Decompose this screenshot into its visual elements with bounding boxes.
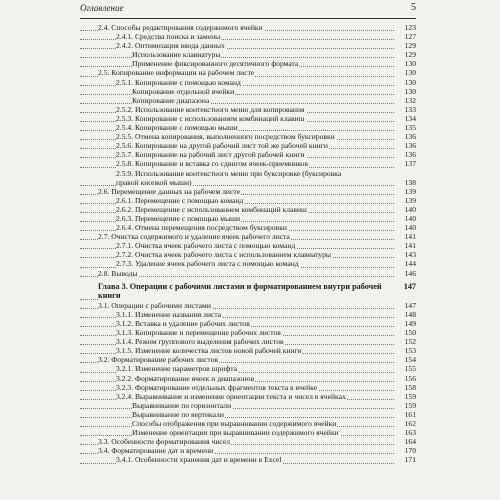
toc-entry-title: 3.1. Операции с рабочими листами xyxy=(98,300,211,310)
toc-entry-title: 3.2.1. Изменение параметров шрифта xyxy=(116,364,238,374)
toc-entry-title: 2.6.3. Перемещение с помощью мыши xyxy=(116,213,241,223)
toc-entry-title: Применение фиксированного десятичного формата xyxy=(132,59,299,69)
toc-entry xyxy=(80,328,416,337)
toc-entry-title: 3.2.2. Форматирование ячеек и диапазонов xyxy=(116,373,255,383)
toc-entry xyxy=(80,401,416,410)
toc-entry-page: 159 xyxy=(404,400,416,410)
toc-entry xyxy=(80,374,416,383)
toc-entry-title: 3.1.3. Копирование и перемещение рабочих листов xyxy=(116,328,281,338)
toc-entry xyxy=(80,301,416,310)
toc-entry xyxy=(80,223,416,232)
toc-entry xyxy=(80,392,416,401)
toc-entry-title: 3.2.4. Выравнивание и изменение ориентации текста и чисел в ячейках xyxy=(116,391,346,401)
toc-entry-title: 2.5.1. Копирование с помощью команд xyxy=(116,77,241,87)
toc-entry-page: 140 xyxy=(404,213,416,223)
toc-entry-title: 2.7.2. Очистка ячеек рабочего листа с использованием клавиатуры xyxy=(116,250,331,260)
toc-entry-page: 130 xyxy=(404,86,416,96)
toc-entry xyxy=(80,23,416,32)
toc-entry xyxy=(80,169,416,178)
toc-entry-page: 134 xyxy=(404,113,416,123)
toc-entry-title: 3.1.1. Изменение названия листа xyxy=(116,309,222,319)
toc-entry-page: 136 xyxy=(404,132,416,142)
toc-entry-page: 146 xyxy=(404,268,416,278)
toc-entry-title: Использование клавиатуры xyxy=(132,50,221,60)
toc-entry-title: 2.5.9. Использование контекстного меню при буксировке (буксировка xyxy=(116,168,342,178)
toc-entry xyxy=(80,310,416,319)
toc-entry-title: Способы отображения при выравнивании содержимого ячейки xyxy=(132,419,337,429)
toc-entry xyxy=(80,68,416,77)
toc-entry-page: 132 xyxy=(404,95,416,105)
toc-entry xyxy=(80,259,416,268)
toc-entry-page: 133 xyxy=(404,104,416,114)
toc-entry xyxy=(80,269,416,278)
toc-entry xyxy=(80,178,416,187)
toc-entry-page: 136 xyxy=(404,150,416,160)
toc-entry-title: 2.4. Способы редактирования содержимого ячейки xyxy=(98,23,263,32)
toc-entry-title: 2.8. Выводы xyxy=(98,268,138,278)
toc-entry xyxy=(80,214,416,223)
table-of-contents xyxy=(80,23,416,465)
toc-entry-title: 2.5.2. Использование контекстного меню для копирования xyxy=(116,104,305,114)
toc-entry xyxy=(80,105,416,114)
toc-entry-title: 2.5.8. Копирование и вставка со сдвигом ячеек-приемников xyxy=(116,159,308,169)
toc-entry-page: 147 xyxy=(404,300,416,310)
toc-entry-title: 2.5.6. Копирование на другой рабочий лист той же рабочей книги xyxy=(116,141,328,151)
toc-entry-page: 155 xyxy=(404,364,416,374)
toc-entry-title: 2.6.2. Перемещение с использованием комбинаций клавиш xyxy=(116,204,307,214)
toc-entry-title: 2.6.1. Перемещение с помощью команд xyxy=(116,195,244,205)
toc-entry xyxy=(80,337,416,346)
toc-entry-title: 3.2.3. Форматирование отдельных фрагментов текста в ячейке xyxy=(116,382,318,392)
toc-entry xyxy=(80,319,416,328)
toc-entry-page: 138 xyxy=(404,177,416,187)
toc-entry-page: 129 xyxy=(404,50,416,60)
toc-entry-title: 2.6.4. Отмена перемещения посредством буксировки xyxy=(116,223,287,233)
toc-entry-page: 135 xyxy=(404,123,416,133)
toc-entry-title: 2.5.5. Отмена копирования, выполненного посредством буксировки xyxy=(116,132,335,142)
toc-entry-page: 123 xyxy=(404,23,416,32)
toc-entry xyxy=(80,383,416,392)
dot-leader xyxy=(80,103,394,104)
toc-entry-title: 2.5.3. Копирование с использованием комбинаций клавиш xyxy=(116,113,305,123)
toc-entry-title: 2.7.3. Удаление ячеек рабочего листа с помощью команд xyxy=(116,259,299,269)
toc-chapter-heading xyxy=(80,282,416,301)
toc-entry-page: 149 xyxy=(404,319,416,328)
toc-entry-page: 130 xyxy=(404,59,416,69)
toc-entry xyxy=(80,437,416,446)
toc-entry-page: 171 xyxy=(404,455,416,465)
toc-entry xyxy=(80,87,416,96)
dot-leader xyxy=(80,417,394,418)
toc-entry-title: 2.5.7. Копирование на рабочий лист другой рабочей книги xyxy=(116,150,305,160)
toc-entry-title: 3.1.5. Изменение количества листов новой рабочей книги xyxy=(116,346,302,356)
toc-entry-page: 158 xyxy=(404,382,416,392)
toc-entry xyxy=(80,32,416,41)
toc-entry xyxy=(80,159,416,168)
toc-entry-title: 2.4.1. Средства поиска и замены xyxy=(116,32,221,42)
toc-entry-page: 140 xyxy=(404,204,416,214)
toc-entry-page: 159 xyxy=(404,391,416,401)
toc-entry-title: 3.2. Форматирование рабочих листов xyxy=(98,355,218,365)
toc-entry-page: 154 xyxy=(404,355,416,365)
toc-entry xyxy=(80,346,416,355)
header-title: Оглавление xyxy=(80,3,124,13)
toc-entry-page: 153 xyxy=(404,346,416,356)
toc-entry-page: 140 xyxy=(404,223,416,233)
toc-entry-title: Копирование отдельной ячейки xyxy=(132,86,235,96)
toc-entry-title: 3.4. Форматирование дат и времени xyxy=(98,446,214,456)
toc-entry-title: 2.5. Копирование информации на рабочем листе xyxy=(98,68,255,78)
toc-entry xyxy=(80,41,416,50)
toc-entry-page: 143 xyxy=(404,250,416,260)
toc-entry-page: 170 xyxy=(404,446,416,456)
toc-entry-page: 127 xyxy=(404,32,416,42)
toc-entry-page: 144 xyxy=(404,259,416,269)
dot-leader xyxy=(80,408,394,409)
toc-entry xyxy=(80,132,416,141)
header-divider xyxy=(80,18,416,19)
toc-entry-page: 161 xyxy=(404,409,416,419)
toc-entry-page: 139 xyxy=(404,186,416,196)
toc-entry xyxy=(80,410,416,419)
toc-entry-title: 2.7.1. Очистка ячеек рабочего листа с помощью команд xyxy=(116,241,296,251)
toc-entry-title: 2.5.4. Копирование с помощью мыши xyxy=(116,123,238,133)
toc-entry-title: 2.6. Перемещение данных на рабочем листе xyxy=(98,186,241,196)
toc-entry xyxy=(80,78,416,87)
toc-entry xyxy=(80,123,416,132)
toc-entry xyxy=(80,232,416,241)
toc-entry-title: Выравнивание по горизонтали xyxy=(132,400,232,410)
toc-entry-title: 2.4.2. Оптимизация ввода данных xyxy=(116,41,225,51)
toc-entry-page: 129 xyxy=(404,41,416,51)
toc-entry-title: правой кнопкой мыши) xyxy=(116,177,192,187)
toc-entry-title: 3.4.1. Особенности хранения дат и времени в Excel xyxy=(116,455,282,465)
toc-entry-title: Изменение ориентации при выравнивании содержимого ячейки xyxy=(132,428,339,438)
toc-entry-page: 164 xyxy=(404,437,416,447)
toc-entry-page: 141 xyxy=(404,241,416,251)
toc-entry xyxy=(80,187,416,196)
toc-entry xyxy=(80,50,416,59)
toc-entry-page: 150 xyxy=(404,328,416,338)
running-header xyxy=(80,2,416,16)
toc-entry-title: Глава 3. Операции с рабочими листами и форматированием внутри рабочей книги xyxy=(98,282,399,301)
toc-entry-title: 3.3. Особенности форматирования чисел xyxy=(98,437,231,447)
toc-entry xyxy=(80,419,416,428)
toc-entry xyxy=(80,455,416,464)
toc-entry xyxy=(80,364,416,373)
toc-entry-page: 147 xyxy=(403,281,416,291)
toc-entry xyxy=(80,141,416,150)
toc-entry-page: 162 xyxy=(404,419,416,429)
toc-entry-title: Копирование диапазона xyxy=(132,95,210,105)
toc-entry xyxy=(80,196,416,205)
toc-entry-title: Выравнивание по вертикали xyxy=(132,409,224,419)
toc-entry-page: 139 xyxy=(404,195,416,205)
toc-entry-title: 3.1.4. Режим группового выделения рабочих листов xyxy=(116,337,284,347)
toc-entry-page: 152 xyxy=(404,337,416,347)
toc-entry-page: 163 xyxy=(404,428,416,438)
toc-entry xyxy=(80,114,416,123)
toc-entry-page: 130 xyxy=(404,77,416,87)
toc-entry-page: 137 xyxy=(404,159,416,169)
page-number: 5 xyxy=(411,2,416,13)
toc-entry-title: 2.7. Очистка содержимого и удаление ячеек рабочего листа xyxy=(98,232,290,242)
toc-entry-page: 148 xyxy=(404,309,416,319)
toc-entry xyxy=(80,96,416,105)
toc-entry xyxy=(80,428,416,437)
toc-entry-page: 130 xyxy=(404,68,416,78)
toc-entry-page: 156 xyxy=(404,373,416,383)
toc-entry xyxy=(80,205,416,214)
toc-entry-title: 3.1.2. Вставка и удаление рабочих листов xyxy=(116,319,250,328)
dot-leader xyxy=(80,94,394,95)
toc-entry-page: 136 xyxy=(404,141,416,151)
toc-entry-page: 141 xyxy=(404,232,416,242)
toc-entry xyxy=(80,241,416,250)
